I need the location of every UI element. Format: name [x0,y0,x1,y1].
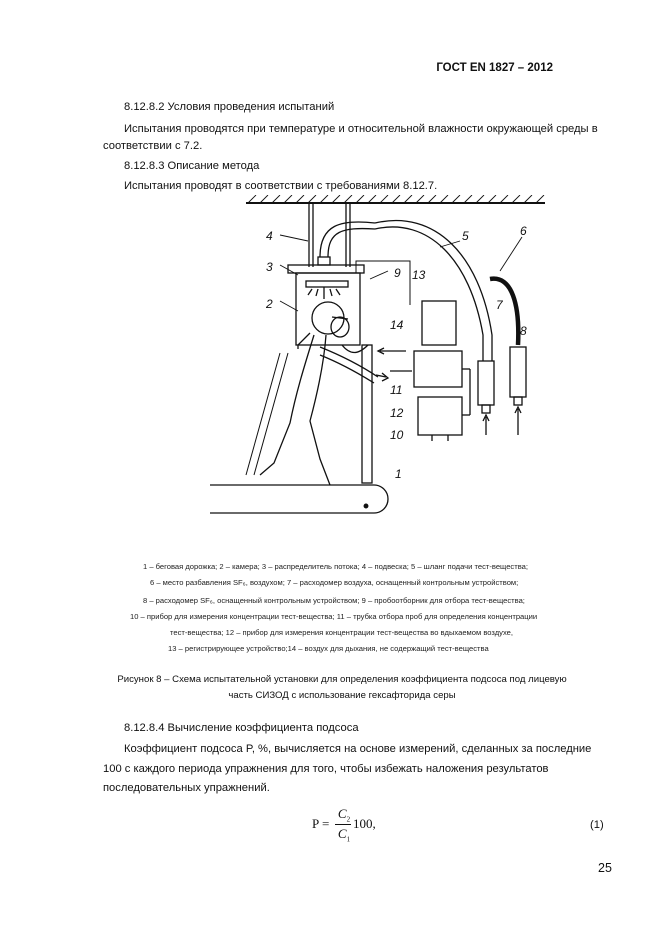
paragraph-line: Испытания проводятся при температуре и относительной влажности окружающей среды в [124,123,598,135]
label-12: 12 [390,406,404,420]
paragraph-line: последовательных упражнений. [103,782,270,794]
test-rig-diagram [200,195,580,535]
section-heading-8-12-8-2: 8.12.8.2 Условия проведения испытаний [124,101,335,113]
page-number: 25 [598,861,612,875]
label-11: 11 [390,383,403,397]
section-heading-8-12-8-4: 8.12.8.4 Вычисление коэффициента подсоса [124,722,359,734]
label-5: 5 [462,229,469,243]
legend-line: 13 – регистрирующее устройство;14 – воздух для дыхания, не содержащий тест-вещества [168,644,489,653]
legend-line: 6 – место разбавления SF₆, воздухом; 7 – расходомер воздуха, оснащенный контрольным устройством; [150,578,519,587]
legend-line: 8 – расходомер SF₆, оснащенный контрольным устройством; 9 – пробоотборник для отбора тест-вещества; [143,596,525,605]
legend-line: 1 – беговая дорожка; 2 – камера; 3 – распределитель потока; 4 – подвеска; 5 – шланг подачи тест-вещества; [143,562,528,571]
formula-lhs: P = [312,816,330,831]
label-14: 14 [390,318,404,332]
paragraph-line: Испытания проводят в соответствии с требованиями 8.12.7. [124,180,438,192]
formula-numerator: $C_2$ [337,806,351,824]
paragraph-line: соответствии с 7.2. [103,140,203,152]
ceiling-hatching [248,195,544,203]
label-13: 13 [412,268,426,282]
fraction-bar [335,824,351,825]
label-2: 2 [266,297,273,311]
figure-caption-line: часть СИЗОД с использование гексафторида серы [228,690,456,701]
label-3: 3 [266,260,273,274]
legend-line: 10 – прибор для измерения концентрации тест-вещества; 11 – трубка отбора проб для определения концентрации [130,612,538,621]
paragraph-line: Коэффициент подсоса P, %, вычисляется на основе измерений, сделанных за последние [124,743,592,755]
document-header: ГОСТ EN 1827 – 2012 [436,62,553,74]
label-4: 4 [266,229,273,243]
formula-factor: 100, [353,816,376,831]
label-1: 1 [395,467,402,481]
label-8: 8 [520,324,527,338]
label-7: 7 [496,298,503,312]
label-9: 9 [394,266,401,280]
label-10: 10 [390,428,404,442]
section-heading-8-12-8-3: 8.12.8.3 Описание метода [124,160,260,172]
figure-caption-line: Рисунок 8 – Схема испытательной установки для определения коэффициента подсоса под лицевую [117,674,567,685]
formula-number: (1) [590,819,604,831]
paragraph-line: 100 с каждого периода упражнения для того, чтобы избежать наложения результатов [103,763,549,775]
legend-line: тест-вещества; 12 – прибор для измерения концентрации тест-вещества во вдыхаемом воздухе, [170,628,514,637]
formula-denominator: $C_1$ [337,826,351,844]
label-6: 6 [520,224,527,238]
